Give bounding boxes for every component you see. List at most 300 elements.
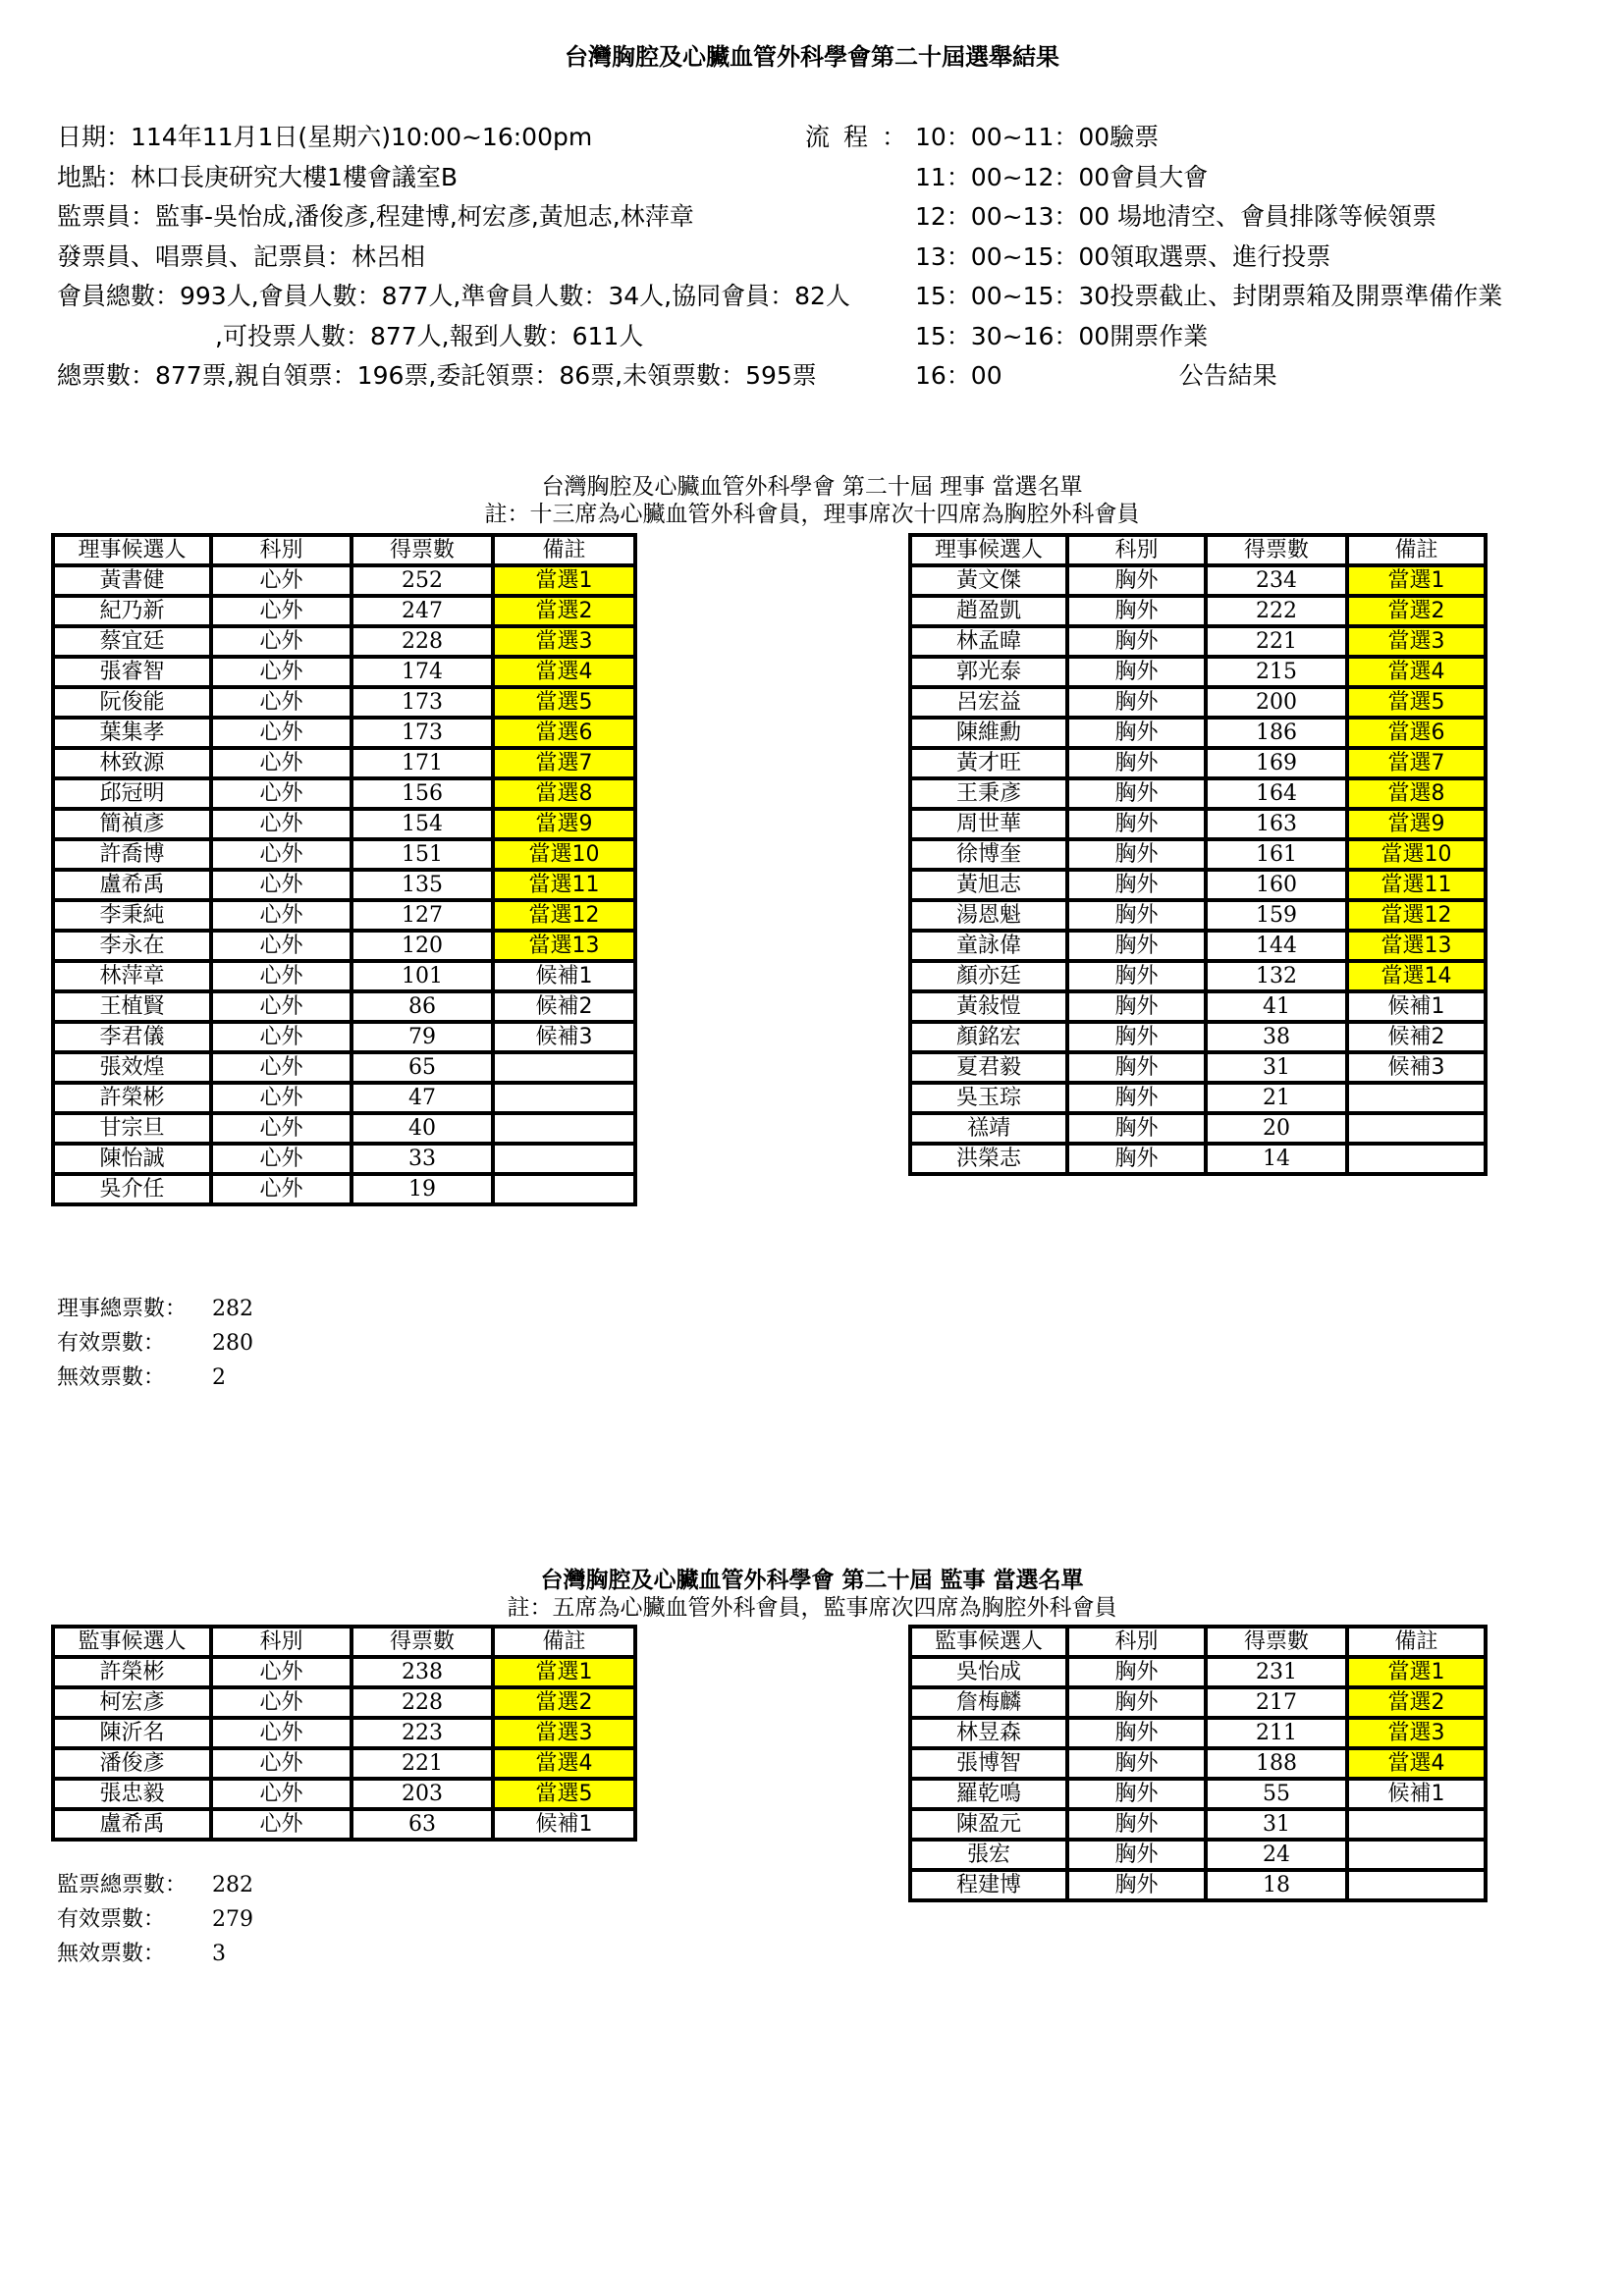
valid-label: 有效票數： [57,1331,166,1356]
department: 胸外 [1067,1022,1206,1052]
remark: 當選3 [1347,626,1486,657]
candidate-name: 詹梅麟 [910,1687,1067,1718]
table-row [910,1779,1486,1809]
department: 胸外 [1067,1809,1206,1840]
remark [493,1174,635,1204]
header-votes: 得票數 [352,1627,493,1657]
vote-count: 161 [1206,839,1347,870]
vote-count: 154 [352,809,493,839]
department: 胸外 [1067,1657,1206,1687]
department: 胸外 [1067,961,1206,991]
remark: 當選13 [1347,931,1486,961]
vote-count: 169 [1206,748,1347,778]
remark: 當選2 [493,1687,635,1718]
total-label: 理事總票數： [57,1297,188,1321]
directors-table-cardiac [51,533,637,1206]
remark: 當選1 [1347,1657,1486,1687]
department: 心外 [211,809,352,839]
vote-count: 31 [1206,1052,1347,1083]
department: 胸外 [1067,626,1206,657]
table-row [53,1779,635,1809]
remark: 當選5 [493,687,635,718]
department: 胸外 [1067,1870,1206,1900]
vote-count: 86 [352,991,493,1022]
header-candidate: 監事候選人 [910,1627,1067,1657]
supervisors-note: 註：五席為心臟血管外科會員，監事席次四席為胸腔外科會員 [507,1595,1117,1621]
invalid-value: 2 [212,1365,226,1390]
remark: 候補1 [1347,1779,1486,1809]
vote-count: 211 [1206,1718,1347,1748]
department: 胸外 [1067,1840,1206,1870]
table-row [53,1144,635,1174]
header-remarks: 備註 [493,535,635,565]
valid-value: 279 [212,1907,253,1932]
table-row [53,596,635,626]
header-department: 科別 [1067,535,1206,565]
department: 心外 [211,718,352,748]
department: 胸外 [1067,900,1206,931]
total-value: 282 [212,1873,253,1897]
table-row [53,718,635,748]
vote-count: 223 [352,1718,493,1748]
table-row [910,900,1486,931]
department: 心外 [211,778,352,809]
department: 心外 [211,870,352,900]
header-department: 科別 [211,1627,352,1657]
department: 胸外 [1067,565,1206,596]
department: 胸外 [1067,687,1206,718]
candidate-name: 顏銘宏 [910,1022,1067,1052]
directors-totals [57,1292,253,1395]
info-location: 地點：林口長庚研究大樓1樓會議室B [57,162,459,191]
department: 胸外 [1067,1083,1206,1113]
table-row [53,870,635,900]
table-header-row [910,1627,1486,1657]
remark: 當選8 [493,778,635,809]
vote-count: 159 [1206,900,1347,931]
department: 心外 [211,748,352,778]
department: 心外 [211,657,352,687]
supervisors-title: 台灣胸腔及心臟血管外科學會 第二十屆 監事 當選名單 [540,1568,1084,1593]
remark [1347,1083,1486,1113]
department: 胸外 [1067,1779,1206,1809]
remark: 當選2 [1347,1687,1486,1718]
department: 心外 [211,626,352,657]
table-row [53,626,635,657]
vote-count: 65 [352,1052,493,1083]
remark: 當選5 [1347,687,1486,718]
candidate-name: 郭光泰 [910,657,1067,687]
vote-count: 156 [352,778,493,809]
info-date: 日期：114年11月1日(星期六)10:00~16:00pm [57,123,593,151]
vote-count: 188 [1206,1748,1347,1779]
candidate-name: 許榮彬 [53,1083,211,1113]
candidate-name: 吳玉琮 [910,1083,1067,1113]
candidate-name: 甘宗旦 [53,1113,211,1144]
candidate-name: 黃書健 [53,565,211,596]
candidate-name: 葉集孝 [53,718,211,748]
candidate-name: 邱冠明 [53,778,211,809]
vote-count: 203 [352,1779,493,1809]
valid-value: 280 [212,1331,253,1356]
candidate-name: 陳維勳 [910,718,1067,748]
table-row [910,1687,1486,1718]
candidate-name: 黃旭志 [910,870,1067,900]
vote-count: 238 [352,1657,493,1687]
remark: 當選3 [493,1718,635,1748]
department: 胸外 [1067,809,1206,839]
vote-count: 173 [352,718,493,748]
department: 心外 [211,687,352,718]
vote-count: 24 [1206,1840,1347,1870]
department: 胸外 [1067,1052,1206,1083]
header-department: 科別 [1067,1627,1206,1657]
table-row [53,1052,635,1083]
remark: 候補2 [1347,1022,1486,1052]
table-row [910,870,1486,900]
candidate-name: 王秉彥 [910,778,1067,809]
remark: 當選8 [1347,778,1486,809]
table-row [53,1083,635,1113]
table-row [53,900,635,931]
schedule-item: 13：00~15：00領取選票、進行投票 [915,241,1331,271]
remark: 當選2 [493,596,635,626]
vote-count: 228 [352,1687,493,1718]
vote-count: 164 [1206,778,1347,809]
candidate-name: 顏亦廷 [910,961,1067,991]
candidate-name: 林致源 [53,748,211,778]
vote-count: 231 [1206,1657,1347,1687]
department: 心外 [211,900,352,931]
department: 胸外 [1067,991,1206,1022]
vote-count: 215 [1206,657,1347,687]
department: 心外 [211,961,352,991]
candidate-name: 阮俊能 [53,687,211,718]
department: 心外 [211,1718,352,1748]
directors-table-thoracic [908,533,1488,1176]
schedule-item: 11：00~12：00會員大會 [915,162,1209,191]
table-row [53,931,635,961]
table-row [910,778,1486,809]
candidate-name: 盧希禹 [53,870,211,900]
department: 胸外 [1067,1113,1206,1144]
valid-label: 有效票數： [57,1907,166,1932]
header-remarks: 備註 [493,1627,635,1657]
candidate-name: 陳沂名 [53,1718,211,1748]
remark: 候補1 [493,961,635,991]
remark [1347,1113,1486,1144]
vote-count: 144 [1206,931,1347,961]
candidate-name: 徐博奎 [910,839,1067,870]
table-row [910,931,1486,961]
vote-count: 47 [352,1083,493,1113]
election-info [57,118,850,397]
department: 心外 [211,1052,352,1083]
table-row [53,1748,635,1779]
candidate-name: 洪榮志 [910,1144,1067,1174]
department: 心外 [211,1144,352,1174]
table-row [910,596,1486,626]
remark: 當選6 [493,718,635,748]
schedule-time: 16：00 [915,361,1002,390]
candidate-name: 許喬博 [53,839,211,870]
schedule-label: 流程： [805,123,921,151]
vote-count: 63 [352,1809,493,1840]
candidate-name: 陳盈元 [910,1809,1067,1840]
remark: 當選14 [1347,961,1486,991]
vote-count: 173 [352,687,493,718]
candidate-name: 張宏 [910,1840,1067,1870]
department: 胸外 [1067,1144,1206,1174]
directors-note: 註：十三席為心臟血管外科會員，理事席次十四席為胸腔外科會員 [484,502,1140,527]
table-row [910,1840,1486,1870]
remark: 當選2 [1347,596,1486,626]
remark: 當選7 [493,748,635,778]
vote-count: 151 [352,839,493,870]
schedule-item: 10：00~11：00驗票 [915,123,1160,151]
remark: 當選1 [1347,565,1486,596]
department: 胸外 [1067,839,1206,870]
department: 心外 [211,931,352,961]
candidate-name: 陳怡誠 [53,1144,211,1174]
vote-count: 18 [1206,1870,1347,1900]
remark: 當選9 [1347,809,1486,839]
table-row [910,961,1486,991]
candidate-name: 張忠毅 [53,1779,211,1809]
header-votes: 得票數 [352,535,493,565]
remark: 當選10 [1347,839,1486,870]
vote-count: 127 [352,900,493,931]
table-row [910,748,1486,778]
department: 心外 [211,1809,352,1840]
invalid-label: 無效票數： [57,1365,166,1390]
vote-count: 33 [352,1144,493,1174]
schedule-item: 15：00~15：30投票截止、封閉票箱及開票準備作業 [915,282,1503,310]
table-row [53,1022,635,1052]
candidate-name: 夏君毅 [910,1052,1067,1083]
vote-count: 135 [352,870,493,900]
vote-count: 79 [352,1022,493,1052]
table-header-row [910,535,1486,565]
table-row [53,809,635,839]
department: 心外 [211,991,352,1022]
vote-count: 221 [352,1748,493,1779]
table-row [910,657,1486,687]
candidate-name: 李君儀 [53,1022,211,1052]
candidate-name: 盧希禹 [53,1809,211,1840]
table-row [910,1657,1486,1687]
page-title: 台灣胸腔及心臟血管外科學會第二十屆選舉結果 [565,43,1059,71]
table-row [910,1083,1486,1113]
candidate-name: 湯恩魁 [910,900,1067,931]
department: 心外 [211,1687,352,1718]
vote-count: 221 [1206,626,1347,657]
remark: 當選1 [493,565,635,596]
remark [1347,1840,1486,1870]
remark: 當選1 [493,1657,635,1687]
vote-count: 217 [1206,1687,1347,1718]
remark: 當選12 [1347,900,1486,931]
table-row [910,1052,1486,1083]
directors-title: 台灣胸腔及心臟血管外科學會 第二十屆 理事 當選名單 [541,474,1083,500]
candidate-name: 禚靖 [910,1113,1067,1144]
header-remarks: 備註 [1347,1627,1486,1657]
remark: 候補3 [1347,1052,1486,1083]
remark [493,1083,635,1113]
schedule [805,118,1502,397]
vote-count: 101 [352,961,493,991]
remark: 當選3 [493,626,635,657]
supervisors-table-cardiac [51,1625,637,1842]
department: 心外 [211,1657,352,1687]
table-header-row [53,1627,635,1657]
vote-count: 222 [1206,596,1347,626]
remark: 當選10 [493,839,635,870]
remark: 當選12 [493,900,635,931]
remark: 當選4 [1347,1748,1486,1779]
vote-count: 120 [352,931,493,961]
candidate-name: 黃文傑 [910,565,1067,596]
candidate-name: 李秉純 [53,900,211,931]
table-row [53,657,635,687]
invalid-label: 無效票數： [57,1942,166,1966]
department: 心外 [211,1083,352,1113]
table-row [53,565,635,596]
remark: 當選9 [493,809,635,839]
candidate-name: 柯宏彥 [53,1687,211,1718]
department: 心外 [211,1022,352,1052]
remark [493,1052,635,1083]
vote-count: 247 [352,596,493,626]
candidate-name: 許榮彬 [53,1657,211,1687]
info-monitors: 監票員：監事-吳怡成,潘俊彥,程建博,柯宏彥,黃旭志,林萍章 [57,202,694,231]
remark: 當選4 [493,657,635,687]
table-row [53,1687,635,1718]
candidate-name: 潘俊彥 [53,1748,211,1779]
vote-count: 200 [1206,687,1347,718]
table-row [53,687,635,718]
candidate-name: 紀乃新 [53,596,211,626]
candidate-name: 李永在 [53,931,211,961]
candidate-name: 趙盈凱 [910,596,1067,626]
candidate-name: 林萍章 [53,961,211,991]
vote-count: 132 [1206,961,1347,991]
header-candidate: 理事候選人 [53,535,211,565]
remark: 當選7 [1347,748,1486,778]
department: 胸外 [1067,596,1206,626]
vote-count: 55 [1206,1779,1347,1809]
remark [493,1113,635,1144]
department: 胸外 [1067,657,1206,687]
vote-count: 252 [352,565,493,596]
candidate-name: 程建博 [910,1870,1067,1900]
department: 胸外 [1067,778,1206,809]
vote-count: 160 [1206,870,1347,900]
department: 心外 [211,596,352,626]
candidate-name: 張睿智 [53,657,211,687]
department: 心外 [211,1748,352,1779]
table-row [910,1113,1486,1144]
department: 胸外 [1067,718,1206,748]
supervisors-totals [57,1868,253,1971]
candidate-name: 王植賢 [53,991,211,1022]
table-row [910,1718,1486,1748]
total-label: 監票總票數： [57,1873,188,1897]
table-header-row [53,535,635,565]
schedule-item: 15：30~16：00開票作業 [915,321,1209,350]
candidate-name: 周世華 [910,809,1067,839]
department: 胸外 [1067,870,1206,900]
header-remarks: 備註 [1347,535,1486,565]
table-row [910,839,1486,870]
candidate-name: 張效煌 [53,1052,211,1083]
remark [1347,1144,1486,1174]
candidate-name: 林昱森 [910,1718,1067,1748]
table-row [53,961,635,991]
department: 心外 [211,1174,352,1204]
remark: 當選5 [493,1779,635,1809]
vote-count: 21 [1206,1083,1347,1113]
header-department: 科別 [211,535,352,565]
department: 胸外 [1067,931,1206,961]
remark [1347,1870,1486,1900]
department: 心外 [211,839,352,870]
table-row [53,748,635,778]
vote-count: 234 [1206,565,1347,596]
header-votes: 得票數 [1206,535,1347,565]
vote-count: 174 [352,657,493,687]
table-row [910,626,1486,657]
vote-count: 31 [1206,1809,1347,1840]
remark: 候補3 [493,1022,635,1052]
remark: 候補2 [493,991,635,1022]
table-row [53,1113,635,1144]
department: 胸外 [1067,1687,1206,1718]
candidate-name: 張博智 [910,1748,1067,1779]
table-row [910,809,1486,839]
table-row [53,1657,635,1687]
remark: 當選4 [493,1748,635,1779]
table-row [910,565,1486,596]
table-row [53,1718,635,1748]
remark [493,1144,635,1174]
candidate-name: 黃才旺 [910,748,1067,778]
department: 心外 [211,1113,352,1144]
vote-count: 41 [1206,991,1347,1022]
schedule-item: 12：00~13：00 場地清空、會員排隊等候領票 [915,202,1437,231]
vote-count: 14 [1206,1144,1347,1174]
table-row [910,1870,1486,1900]
department: 心外 [211,1779,352,1809]
schedule-item: 公告結果 [1178,361,1277,390]
candidate-name: 黃敍愷 [910,991,1067,1022]
table-row [53,1809,635,1840]
table-row [53,778,635,809]
candidate-name: 童詠偉 [910,931,1067,961]
remark: 當選4 [1347,657,1486,687]
candidate-name: 簡禎彥 [53,809,211,839]
vote-count: 228 [352,626,493,657]
vote-count: 20 [1206,1113,1347,1144]
supervisors-table-thoracic [908,1625,1488,1902]
table-row [53,839,635,870]
header-candidate: 理事候選人 [910,535,1067,565]
info-members: 會員總數：993人,會員人數：877人,準會員人數：34人,協同會員：82人 [57,282,850,310]
candidate-name: 吳怡成 [910,1657,1067,1687]
vote-count: 171 [352,748,493,778]
candidate-name: 吳介任 [53,1174,211,1204]
table-row [53,1174,635,1204]
